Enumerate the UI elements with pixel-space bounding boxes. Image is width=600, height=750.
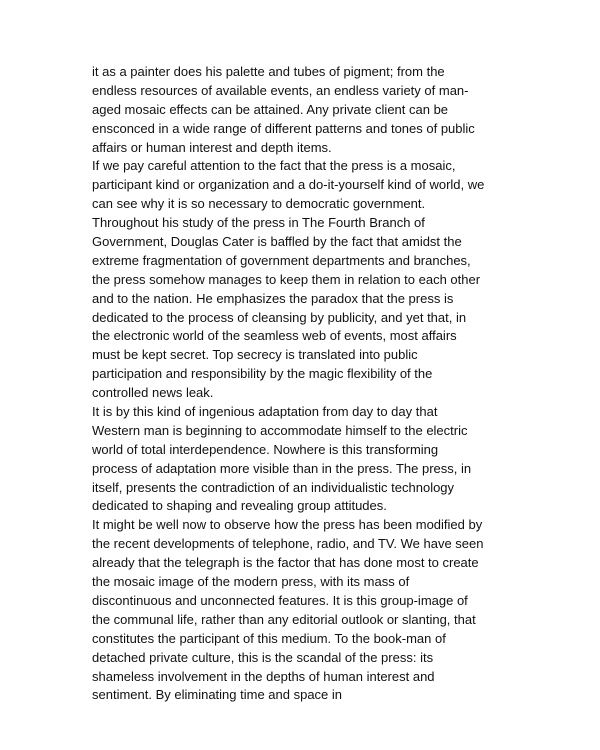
text-line: dedicated to shaping and revealing group attitudes. <box>92 498 387 514</box>
text-line: world of total interdependence. Nowhere is this transforming <box>92 441 439 457</box>
text-line: controlled news leak. <box>92 385 214 401</box>
text-line: Throughout his study of the press in The Fourth Branch of <box>92 215 425 231</box>
text-line: Western man is beginning to accommodate himself to the electric <box>92 422 468 438</box>
text-line: Government, Douglas Cater is baffled by the fact that amidst the <box>92 234 462 250</box>
text-line: it as a painter does his palette and tubes of pigment; from the <box>92 64 445 79</box>
text-line: aged mosaic effects can be attained. Any private client can be <box>92 101 449 117</box>
text-line: participant kind or organization and a do-it-yourself kind of world, we <box>92 177 485 193</box>
text-line: the communal life, rather than any editorial outlook or slanting, that <box>92 611 476 627</box>
text-line: the electronic world of the seamless web of events, most affairs <box>92 328 457 344</box>
body-text <box>92 63 532 705</box>
text-line: can see why it is so necessary to democratic government. <box>92 196 426 212</box>
text-line: discontinuous and unconnected features. It is this group-image of <box>92 592 468 608</box>
text-line: itself, presents the contradiction of an individualistic technology <box>92 479 455 495</box>
text-line: extreme fragmentation of government departments and branches, <box>92 252 471 268</box>
text-line: ensconced in a wide range of different patterns and tones of public <box>92 120 475 136</box>
text-line: process of adaptation more visible than in the press. The press, in <box>92 460 472 476</box>
text-line: sentiment. By eliminating time and space in <box>92 687 343 703</box>
text-line: the recent developments of telephone, radio, and TV. We have seen <box>92 536 484 552</box>
text-line: constitutes the participant of this medium. To the book-man of <box>92 630 446 646</box>
text-line: shameless involvement in the depths of human interest and <box>92 668 435 684</box>
text-line: the mosaic image of the modern press, with its mass of <box>92 574 410 590</box>
text-line: detached private culture, this is the scandal of the press: its <box>92 649 434 665</box>
text-line: If we pay careful attention to the fact that the press is a mosaic, <box>92 158 456 174</box>
text-line: must be kept secret. Top secrecy is translated into public <box>92 347 418 363</box>
text-line: affairs or human interest and depth items. <box>92 139 332 155</box>
text-line: the press somehow manages to keep them in relation to each other <box>92 271 481 287</box>
text-line: already that the telegraph is the factor that has done most to create <box>92 555 479 571</box>
text-line: and to the nation. He emphasizes the paradox that the press is <box>92 290 454 306</box>
text-line: endless resources of available events, an endless variety of man- <box>92 82 469 98</box>
text-line: participation and responsibility by the magic flexibility of the <box>92 366 433 382</box>
text-line: dedicated to the process of cleansing by publicity, and yet that, in <box>92 309 467 325</box>
text-line: It might be well now to observe how the press has been modified by <box>92 517 483 533</box>
text-line: It is by this kind of ingenious adaptation from day to day that <box>92 404 438 420</box>
